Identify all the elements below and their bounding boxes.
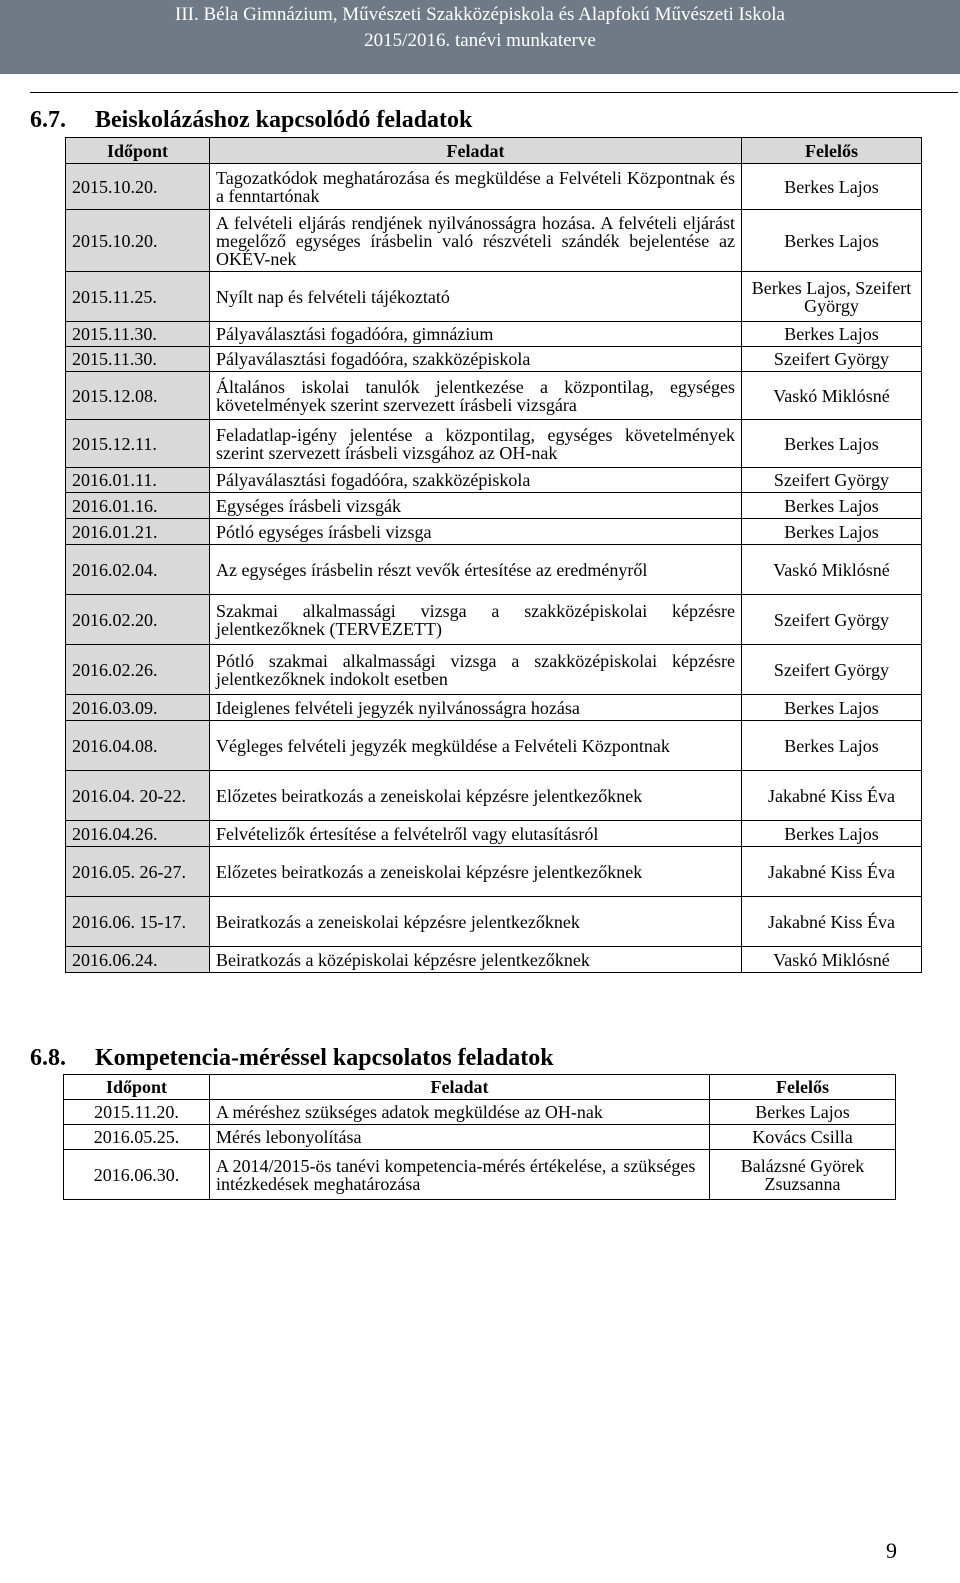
date-cell: 2015.12.11. bbox=[66, 420, 210, 468]
date-cell: 2015.12.08. bbox=[66, 372, 210, 420]
date-cell: 2016.01.11. bbox=[66, 468, 210, 493]
table-row bbox=[66, 372, 922, 420]
date-cell: 2016.04. 20-22. bbox=[66, 771, 210, 821]
responsible-cell: Berkes Lajos bbox=[742, 721, 922, 771]
table-row bbox=[66, 322, 922, 347]
task-cell: Általános iskolai tanulók jelentkezése a központilag, egységes követelmények szerint szervezett írásbeli vizsgára bbox=[210, 372, 742, 420]
table-row bbox=[64, 1125, 896, 1150]
column-header-date: Időpont bbox=[66, 138, 210, 164]
date-cell: 2016.02.04. bbox=[66, 545, 210, 595]
date-cell: 2015.10.20. bbox=[66, 164, 210, 210]
table-row bbox=[66, 821, 922, 847]
document-header bbox=[0, 0, 960, 74]
responsible-cell: Szeifert György bbox=[742, 595, 922, 645]
date-cell: 2015.11.30. bbox=[66, 347, 210, 372]
responsible-cell: Kovács Csilla bbox=[710, 1125, 896, 1150]
date-cell: 2016.04.26. bbox=[66, 821, 210, 847]
responsible-cell: Szeifert György bbox=[742, 468, 922, 493]
task-cell: Pótló egységes írásbeli vizsga bbox=[210, 519, 742, 545]
table-row bbox=[66, 519, 922, 545]
task-cell: Mérés lebonyolítása bbox=[210, 1125, 710, 1150]
task-cell: Feladatlap-igény jelentése a központilag, egységes követelmények szerint szervezett írásbeli vizsgához az OH-nak bbox=[210, 420, 742, 468]
date-cell: 2016.05. 26-27. bbox=[66, 847, 210, 897]
responsible-cell: Szeifert György bbox=[742, 645, 922, 695]
header-plan-title: 2015/2016. tanévi munkaterve bbox=[364, 30, 596, 51]
task-cell: Felvételizők értesítése a felvételről vagy elutasításról bbox=[210, 821, 742, 847]
section-title-6-7 bbox=[30, 106, 472, 134]
responsible-cell: Vaskó Miklósné bbox=[742, 947, 922, 973]
table-row bbox=[66, 272, 922, 322]
task-cell: Egységes írásbeli vizsgák bbox=[210, 493, 742, 519]
table-header-row bbox=[64, 1075, 896, 1100]
task-cell: Beiratkozás a zeneiskolai képzésre jelentkezőknek bbox=[210, 897, 742, 947]
responsible-cell: Berkes Lajos bbox=[742, 493, 922, 519]
table-row bbox=[64, 1100, 896, 1125]
task-cell: A méréshez szükséges adatok megküldése az OH-nak bbox=[210, 1100, 710, 1125]
competency-tasks-table bbox=[63, 1074, 896, 1200]
date-cell: 2016.02.20. bbox=[66, 595, 210, 645]
responsible-cell: Szeifert György bbox=[742, 347, 922, 372]
table-row bbox=[66, 595, 922, 645]
task-cell: Pályaválasztási fogadóóra, szakközépiskola bbox=[210, 468, 742, 493]
table-row bbox=[66, 847, 922, 897]
responsible-cell: Berkes Lajos bbox=[742, 695, 922, 721]
task-cell: Pályaválasztási fogadóóra, szakközépiskola bbox=[210, 347, 742, 372]
column-header-date: Időpont bbox=[64, 1075, 210, 1100]
date-cell: 2015.10.20. bbox=[66, 210, 210, 272]
task-cell: Az egységes írásbelin részt vevők értesítése az eredményről bbox=[210, 545, 742, 595]
date-cell: 2016.05.25. bbox=[64, 1125, 210, 1150]
date-cell: 2016.01.16. bbox=[66, 493, 210, 519]
task-cell: A felvételi eljárás rendjének nyilvánosságra hozása. A felvételi eljárást megelőző egységes írásbelin való részvételi szándék bejelentése az OKÉV-nek bbox=[210, 210, 742, 272]
task-cell: Beiratkozás a középiskolai képzésre jelentkezőknek bbox=[210, 947, 742, 973]
responsible-cell: Berkes Lajos bbox=[742, 420, 922, 468]
task-cell: Végleges felvételi jegyzék megküldése a Felvételi Központnak bbox=[210, 721, 742, 771]
task-cell: Előzetes beiratkozás a zeneiskolai képzésre jelentkezőknek bbox=[210, 771, 742, 821]
date-cell: 2016.06.24. bbox=[66, 947, 210, 973]
column-header-task: Feladat bbox=[210, 1075, 710, 1100]
table-row bbox=[64, 1150, 896, 1200]
date-cell: 2016.02.26. bbox=[66, 645, 210, 695]
responsible-cell: Berkes Lajos bbox=[742, 821, 922, 847]
responsible-cell: Berkes Lajos bbox=[742, 210, 922, 272]
date-cell: 2016.03.09. bbox=[66, 695, 210, 721]
header-divider bbox=[30, 92, 958, 93]
date-cell: 2015.11.25. bbox=[66, 272, 210, 322]
page-number: 9 bbox=[886, 1538, 897, 1563]
column-header-responsible: Felelős bbox=[710, 1075, 896, 1100]
responsible-cell: Balázsné Györek Zsuzsanna bbox=[710, 1150, 896, 1200]
table-header-row bbox=[66, 138, 922, 164]
table-row bbox=[66, 721, 922, 771]
date-cell: 2016.01.21. bbox=[66, 519, 210, 545]
responsible-cell: Jakabné Kiss Éva bbox=[742, 847, 922, 897]
responsible-cell: Vaskó Miklósné bbox=[742, 372, 922, 420]
table-row bbox=[66, 420, 922, 468]
responsible-cell: Berkes Lajos bbox=[742, 322, 922, 347]
table-row bbox=[66, 210, 922, 272]
date-cell: 2016.06. 15-17. bbox=[66, 897, 210, 947]
date-cell: 2016.06.30. bbox=[64, 1150, 210, 1200]
section-heading: Beiskolázáshoz kapcsolódó feladatok bbox=[95, 107, 473, 133]
table-row bbox=[66, 347, 922, 372]
column-header-responsible: Felelős bbox=[742, 138, 922, 164]
task-cell: Pótló szakmai alkalmassági vizsga a szakközépiskolai képzésre jelentkezőknek indokolt esetben bbox=[210, 645, 742, 695]
table-row bbox=[66, 164, 922, 210]
task-cell: Ideiglenes felvételi jegyzék nyilvánosságra hozása bbox=[210, 695, 742, 721]
responsible-cell: Berkes Lajos, Szeifert György bbox=[742, 272, 922, 322]
table-row bbox=[66, 771, 922, 821]
table-row bbox=[66, 493, 922, 519]
section-number: 6.7. bbox=[30, 107, 66, 133]
responsible-cell: Berkes Lajos bbox=[710, 1100, 896, 1125]
date-cell: 2015.11.30. bbox=[66, 322, 210, 347]
section-heading: Kompetencia-méréssel kapcsolatos feladatok bbox=[95, 1045, 554, 1071]
enrollment-tasks-table bbox=[65, 137, 922, 973]
table-row bbox=[66, 545, 922, 595]
responsible-cell: Berkes Lajos bbox=[742, 164, 922, 210]
date-cell: 2016.04.08. bbox=[66, 721, 210, 771]
column-header-task: Feladat bbox=[210, 138, 742, 164]
responsible-cell: Berkes Lajos bbox=[742, 519, 922, 545]
table-row bbox=[66, 897, 922, 947]
date-cell: 2015.11.20. bbox=[64, 1100, 210, 1125]
section-number: 6.8. bbox=[30, 1045, 66, 1071]
table-row bbox=[66, 468, 922, 493]
task-cell: Nyílt nap és felvételi tájékoztató bbox=[210, 272, 742, 322]
task-cell: Szakmai alkalmassági vizsga a szakközépiskolai képzésre jelentkezőknek (TERVEZETT) bbox=[210, 595, 742, 645]
responsible-cell: Jakabné Kiss Éva bbox=[742, 771, 922, 821]
table-row bbox=[66, 645, 922, 695]
header-school-name: III. Béla Gimnázium, Művészeti Szakközépiskola és Alapfokú Művészeti Iskola bbox=[175, 4, 785, 25]
responsible-cell: Jakabné Kiss Éva bbox=[742, 897, 922, 947]
table-row bbox=[66, 947, 922, 973]
responsible-cell: Vaskó Miklósné bbox=[742, 545, 922, 595]
task-cell: Pályaválasztási fogadóóra, gimnázium bbox=[210, 322, 742, 347]
task-cell: Tagozatkódok meghatározása és megküldése a Felvételi Központnak és a fenntartónak bbox=[210, 164, 742, 210]
task-cell: A 2014/2015-ös tanévi kompetencia-mérés értékelése, a szükséges intézkedések meghatározása bbox=[210, 1150, 710, 1200]
section-title-6-8 bbox=[30, 1044, 554, 1072]
table-row bbox=[66, 695, 922, 721]
task-cell: Előzetes beiratkozás a zeneiskolai képzésre jelentkezőknek bbox=[210, 847, 742, 897]
